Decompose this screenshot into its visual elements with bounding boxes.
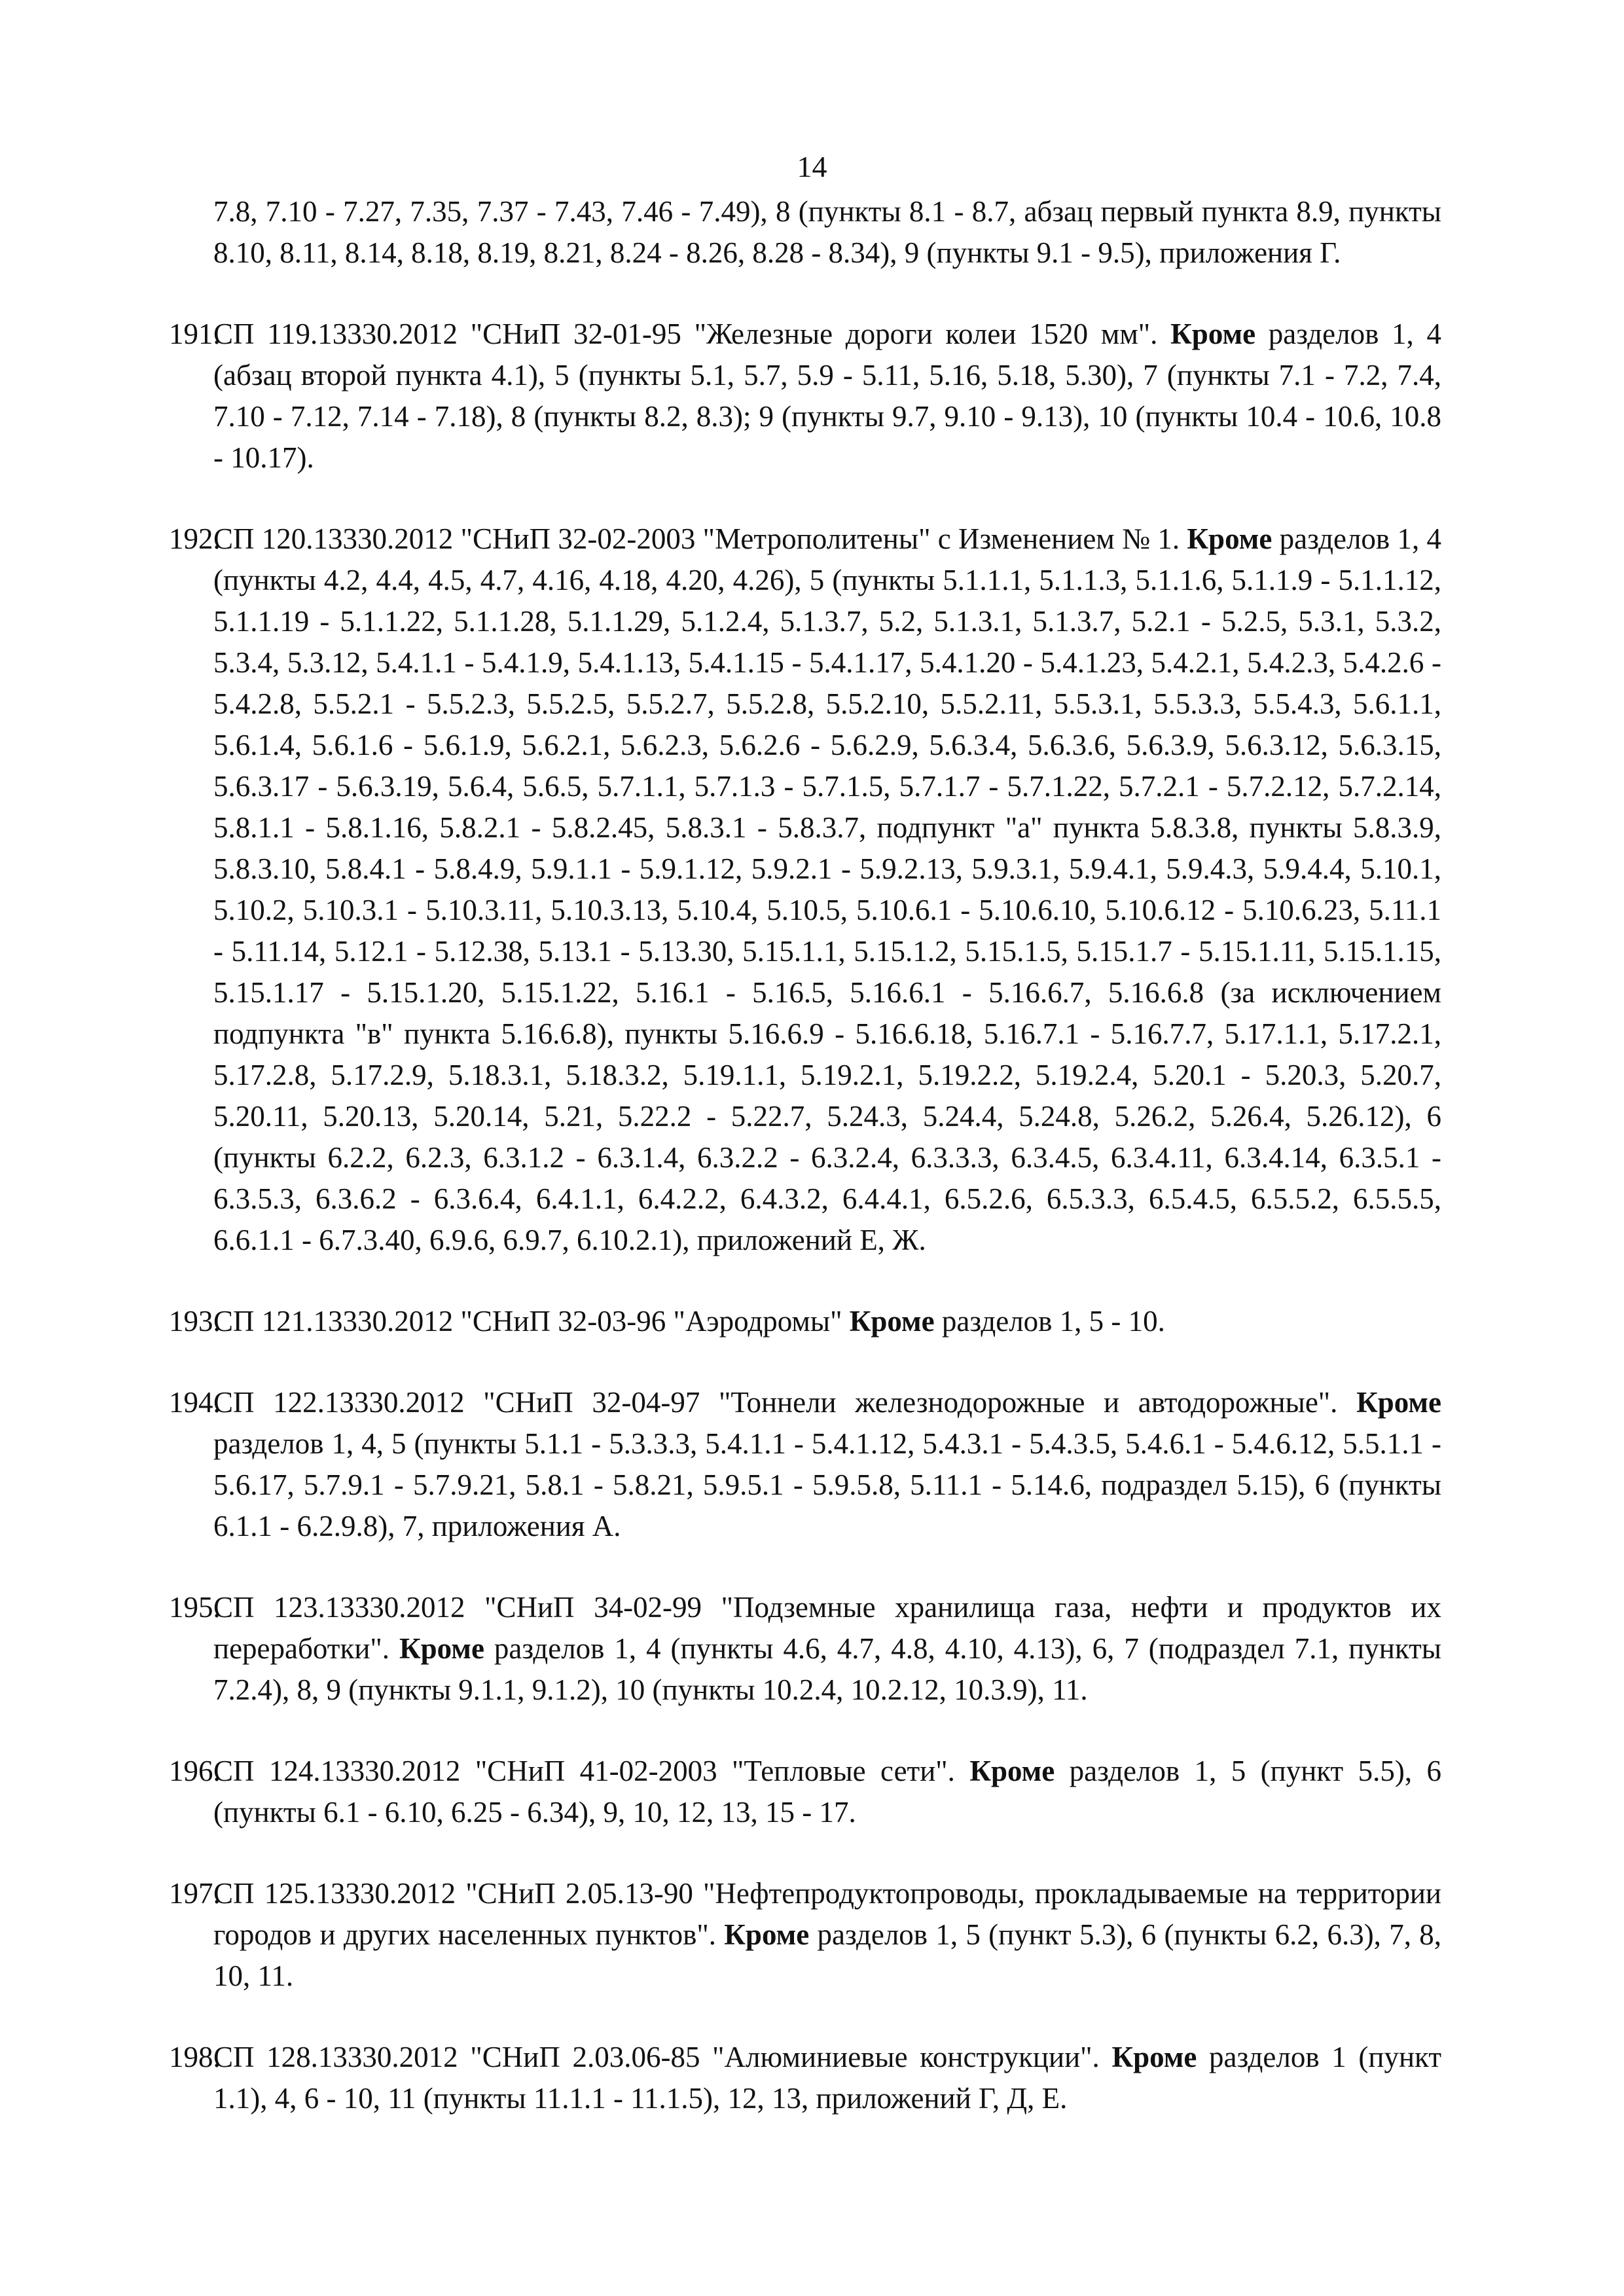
- item-text: [213, 1751, 1441, 1833]
- except-keyword: Кроме: [1356, 1386, 1441, 1419]
- item-text: [213, 1301, 1441, 1342]
- list-item: [169, 1382, 1441, 1547]
- list-item: [169, 314, 1442, 479]
- item-title: СП 125.13330.2012 "СНиП 2.05.13-90 "Нефтепродуктопроводы, прокладываемые на территории городов и других населенных пунктов".: [213, 1877, 1441, 1951]
- item-title: СП 128.13330.2012 "СНиП 2.03.06-85 "Алюминиевые конструкции".: [213, 2041, 1112, 2073]
- list-item: [169, 1873, 1442, 1997]
- list-item: [169, 2037, 1441, 2119]
- item-details: разделов 1, 5 (пункт 5.5), 6 (пункты 6.1 - 6.10, 6.25 - 6.34), 9, 10, 12, 13, 15 - 17.: [213, 1755, 1442, 1829]
- item-text: [213, 1382, 1441, 1547]
- except-keyword: Кроме: [1111, 2041, 1197, 2073]
- except-keyword: Кроме: [849, 1305, 935, 1338]
- item-text: [213, 1873, 1441, 1997]
- except-keyword: Кроме: [1187, 522, 1272, 555]
- except-keyword: Кроме: [724, 1918, 810, 1951]
- item-details: разделов 1, 4 (пункты 4.2, 4.4, 4.5, 4.7, 4.16, 4.18, 4.20, 4.26), 5 (пункты 5.1.1.1, 5.1.1.3, 5.1.1.6, 5.1.1.9 - 5.1.1.12, 5.1.1.19 - 5.1.1.22, 5.1.1.28, 5.1.1.29, 5.1.2.4, 5.1.3.7, 5.2, 5.1.3.1, 5.1.3.7, 5.2.1 - 5.2.5, 5.3.1, 5.3.2, 5.3.4, 5.3.12, 5.4.1.1 - 5.4.1.9, 5.4.1.13, 5.4.1.15 - 5.4.1.17, 5.4.1.20 - 5.4.1.23, 5.4.2.1, 5.4.2.3, 5.4.2.6 - 5.4.2.8, 5.5.2.1 - 5.5.2.3, 5.5.2.5, 5.5.2.7, 5.5.2.8, 5.5.2.10, 5.5.2.11, 5.5.3.1, 5.5.3.3, 5.5.4.3, 5.6.1.1, 5.6.1.4, 5.6.1.6 - 5.6.1.9, 5.6.2.1, 5.6.2.3, 5.6.2.6 - 5.6.2.9, 5.6.3.4, 5.6.3.6, 5.6.3.9, 5.6.3.12, 5.6.3.15, 5.6.3.17 - 5.6.3.19, 5.6.4, 5.6.5, 5.7.1.1, 5.7.1.3 - 5.7.1.5, 5.7.1.7 - 5.7.1.22, 5.7.2.1 - 5.7.2.12, 5.7.2.14, 5.8.1.1 - 5.8.1.16, 5.8.2.1 - 5.8.2.45, 5.8.3.1 - 5.8.3.7, подпункт "а" пункта 5.8.3.8, пункты 5.8.3.9, 5.8.3.10, 5.8.4.1 - 5.8.4.9, 5.9.1.1 - 5.9.1.12, 5.9.2.1 - 5.9.2.13, 5.9.3.1, 5.9.4.1, 5.9.4.3, 5.9.4.4, 5.10.1, 5.10.2, 5.10.3.1 - 5.10.3.11, 5.10.3.13, 5.10.4, 5.10.5, 5.10.6.1 - 5.10.6.10, 5.10.6.12 - 5.10.6.23, 5.11.1 - 5.11.14, 5.12.1 - 5.12.38, 5.13.1 - 5.13.30, 5.15.1.1, 5.15.1.2, 5.15.1.5, 5.15.1.7 - 5.15.1.11, 5.15.1.15, 5.15.1.17 - 5.15.1.20, 5.15.1.22, 5.16.1 - 5.16.5, 5.16.6.1 - 5.16.6.7, 5.16.6.8 (за исключением подпункта "в" пункта 5.16.6.8), пункты 5.16.6.9 - 5.16.6.18, 5.16.7.1 - 5.16.7.7, 5.17.1.1, 5.17.2.1, 5.17.2.8, 5.17.2.9, 5.18.3.1, 5.18.3.2, 5.19.1.1, 5.19.2.1, 5.19.2.2, 5.19.2.4, 5.20.1 - 5.20.3, 5.20.7, 5.20.11, 5.20.13, 5.20.14, 5.21, 5.22.2 - 5.22.7, 5.24.3, 5.24.4, 5.24.8, 5.26.2, 5.26.4, 5.26.12), 6 (пункты 6.2.2, 6.2.3, 6.3.1.2 - 6.3.1.4, 6.3.2.2 - 6.3.2.4, 6.3.3.3, 6.3.4.5, 6.3.4.11, 6.3.4.14, 6.3.5.1 - 6.3.5.3, 6.3.6.2 - 6.3.6.4, 6.4.1.1, 6.4.2.2, 6.4.3.2, 6.4.4.1, 6.5.2.6, 6.5.3.3, 6.5.4.5, 6.5.5.2, 6.5.5.5, 6.6.1.1 - 6.7.3.40, 6.9.6, 6.9.7, 6.10.2.1), приложений Е, Ж.: [213, 522, 1441, 1256]
- item-details: разделов 1, 4, 5 (пункты 5.1.1 - 5.3.3.3, 5.4.1.1 - 5.4.1.12, 5.4.3.1 - 5.4.3.5, 5.4.6.1 - 5.4.6.12, 5.5.1.1 - 5.6.17, 5.7.9.1 - 5.7.9.21, 5.8.1 - 5.8.21, 5.9.5.1 - 5.9.5.8, 5.11.1 - 5.14.6, подраздел 5.15), 6 (пункты 6.1.1 - 6.2.9.8), 7, приложения А.: [213, 1427, 1441, 1542]
- item-title: СП 123.13330.2012 "СНиП 34-02-99 "Подземные хранилища газа, нефти и продуктов их переработки".: [213, 1591, 1441, 1665]
- list-item: [169, 1301, 1441, 1342]
- item-details: разделов 1, 5 (пункт 5.3), 6 (пункты 6.2, 6.3), 7, 8, 10, 11.: [213, 1918, 1442, 1992]
- document-body: [169, 191, 1442, 2159]
- item-details: разделов 1, 4 (абзац второй пункта 4.1), 5 (пункты 5.1, 5.7, 5.9 - 5.11, 5.16, 5.18, 5.30), 7 (пункты 7.1 - 7.2, 7.4, 7.10 - 7.12, 7.14 - 7.18), 8 (пункты 8.2, 8.3); 9 (пункты 9.7, 9.10 - 9.13), 10 (пункты 10.4 - 10.6, 10.8 - 10.17).: [213, 318, 1442, 474]
- item-number: 192.: [169, 522, 221, 555]
- item-details: разделов 1, 5 - 10.: [934, 1305, 1165, 1338]
- item-number: 196.: [169, 1755, 221, 1787]
- list-item: [169, 1751, 1442, 1833]
- item-number: 197.: [169, 1877, 221, 1910]
- item-title: СП 121.13330.2012 "СНиП 32-03-96 "Аэродромы": [213, 1305, 850, 1338]
- item-details: разделов 1 (пункт 1.1), 4, 6 - 10, 11 (пункты 11.1.1 - 11.1.5), 12, 13, приложений Г, Д, Е.: [213, 2041, 1441, 2115]
- item-title: СП 119.13330.2012 "СНиП 32-01-95 "Железные дороги колеи 1520 мм".: [213, 318, 1171, 350]
- item-number: 193.: [169, 1305, 221, 1338]
- entries-list: [169, 314, 1442, 2119]
- item-number: 194.: [169, 1386, 221, 1419]
- except-keyword: Кроме: [399, 1632, 484, 1665]
- item-text: [213, 314, 1441, 479]
- item-title: СП 120.13330.2012 "СНиП 32-02-2003 "Метрополитены" с Изменением № 1.: [213, 522, 1187, 555]
- page-number: 14: [797, 150, 827, 183]
- item-title: СП 124.13330.2012 "СНиП 41-02-2003 "Тепловые сети".: [213, 1755, 970, 1787]
- item-text: [213, 2037, 1441, 2119]
- except-keyword: Кроме: [969, 1755, 1055, 1787]
- item-number: 198.: [169, 2041, 221, 2073]
- item-number: 195.: [169, 1591, 221, 1624]
- list-item: [169, 519, 1441, 1261]
- item-text: [213, 519, 1441, 1261]
- item-text: [213, 1587, 1441, 1711]
- list-item: [169, 1587, 1441, 1711]
- item-details: разделов 1, 4 (пункты 4.6, 4.7, 4.8, 4.10, 4.13), 6, 7 (подраздел 7.1, пункты 7.2.4), 8, 9 (пункты 9.1.1, 9.1.2), 10 (пункты 10.2.4, 10.2.12, 10.3.9), 11.: [213, 1632, 1441, 1706]
- except-keyword: Кроме: [1170, 318, 1256, 350]
- item-title: СП 122.13330.2012 "СНиП 32-04-97 "Тоннели железнодорожные и автодорожные".: [213, 1386, 1357, 1419]
- item-number: 191.: [169, 318, 221, 350]
- continued-paragraph: 7.8, 7.10 - 7.27, 7.35, 7.37 - 7.43, 7.46 - 7.49), 8 (пункты 8.1 - 8.7, абзац первый пункта 8.9, пункты 8.10, 8.11, 8.14, 8.18, 8.19, 8.21, 8.24 - 8.26, 8.28 - 8.34), 9 (пункты 9.1 - 9.5), приложения Г.: [213, 195, 1441, 269]
